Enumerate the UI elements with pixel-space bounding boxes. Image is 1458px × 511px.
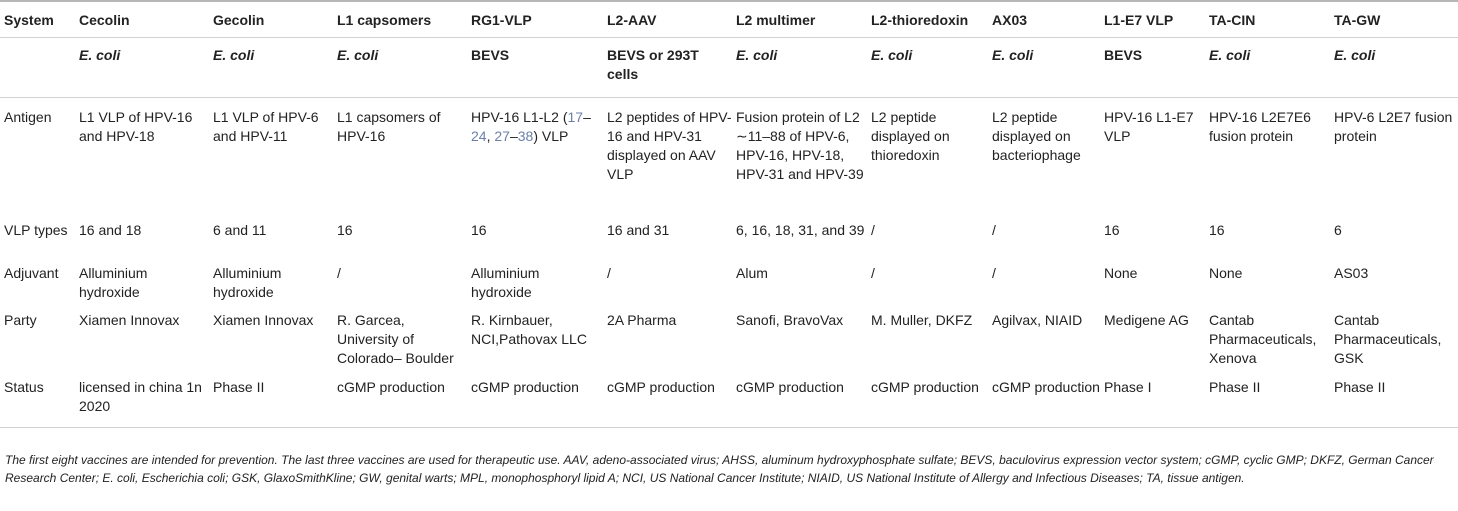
table-cell: None — [1104, 265, 1138, 281]
table-cell: Sanofi, BravoVax — [736, 312, 844, 328]
table-cell: 16 — [1104, 222, 1120, 238]
table-cell: HPV-16 L2E7E6 fusion protein — [1209, 108, 1311, 144]
table-cell: Xiamen Innovax — [213, 312, 314, 328]
table-row — [0, 97, 1458, 215]
table-cell: Medigene AG — [1104, 312, 1189, 328]
column-header: L1-E7 VLP — [1100, 1, 1205, 37]
table-cell: Agilvax, NIAID — [992, 312, 1083, 328]
column-header: L2-AAV — [603, 1, 732, 37]
table-footnote: The first eight vaccines are intended for prevention. The last three vaccines are used for therapeutic use. AAV, adeno-associated virus; AHSS, aluminum hydroxyphosphate sulfate; BEVS, baculovirus expression vector system; cGMP, cyclic GMP; DKFZ, German Cancer Research Center; E. coli, Escherichia coli; GSK, GlaxoSmithKline; GW, genital warts; MPL, monophosphoryl lipid A; NCI, US National Cancer Institute; NIAID, US National Institute of Allergy and Infectious Diseases; TA, tissue antigen. — [5, 453, 1434, 485]
expression-cell: E. coli — [333, 37, 467, 97]
expression-cell — [0, 37, 75, 97]
table-cell: / — [607, 265, 611, 281]
column-header: L1 capsomers — [333, 1, 467, 37]
row-label: VLP types — [4, 222, 68, 238]
table-cell: 16 — [337, 222, 353, 238]
table-row — [0, 215, 1458, 260]
column-header: Gecolin — [209, 1, 333, 37]
expression-cell: E. coli — [867, 37, 988, 97]
column-header: L2 multimer — [732, 1, 867, 37]
table-cell: Alluminium hydroxide — [471, 265, 540, 300]
expression-cell: BEVS or 293T cells — [603, 37, 732, 97]
table-cell: Phase II — [1330, 377, 1458, 427]
column-header: System — [0, 1, 75, 37]
table-cell: Alluminium hydroxide — [213, 265, 282, 300]
table-cell: Alum — [736, 265, 768, 281]
table-cell: HPV-16 L1-L2 (17–24, 27–38) VLP — [471, 108, 591, 144]
table-cell: HPV-6 L2E7 fusion protein — [1334, 108, 1453, 144]
expression-cell: E. coli — [75, 37, 209, 97]
table-cell: licensed in china 1n 2020 — [75, 377, 209, 427]
table-cell: M. Muller, DKFZ — [871, 312, 973, 328]
table-cell: cGMP production — [732, 377, 867, 427]
table-cell: L2 peptides of HPV-16 and HPV-31 displayed on AAV VLP — [607, 108, 732, 182]
expression-system-row — [0, 37, 1458, 97]
table-cell: R. Garcea, University of Colorado– Boulder — [337, 312, 454, 366]
table-cell: L2 peptide displayed on bacteriophage — [992, 108, 1081, 163]
expression-cell: E. coli — [732, 37, 867, 97]
table-cell: / — [871, 265, 875, 281]
reference-link[interactable]: 38 — [517, 127, 534, 144]
column-header: L2-thioredoxin — [867, 1, 988, 37]
table-cell: 6 and 11 — [213, 222, 267, 238]
table-cell: L1 VLP of HPV-16 and HPV-18 — [79, 108, 193, 144]
table-cell: cGMP production — [867, 377, 988, 427]
table-row — [0, 377, 1458, 427]
table-cell: AS03 — [1334, 265, 1369, 281]
table-cell: 16 — [471, 222, 487, 238]
reference-link[interactable]: 17 — [567, 108, 584, 125]
table-cell: cGMP production — [988, 377, 1100, 427]
table-cell: cGMP production — [467, 377, 603, 427]
expression-cell: E. coli — [1205, 37, 1330, 97]
table-cell: Xiamen Innovax — [79, 312, 180, 328]
table-cell: Alluminium hydroxide — [79, 265, 148, 300]
expression-cell: BEVS — [467, 37, 603, 97]
table-cell: L1 VLP of HPV-6 and HPV-11 — [213, 108, 319, 144]
table-cell: R. Kirnbauer, NCI,Pathovax LLC — [471, 312, 587, 347]
table-cell: cGMP production — [333, 377, 467, 427]
table-cell: HPV-16 L1-E7 VLP — [1104, 108, 1194, 144]
table-cell: 6, 16, 18, 31, and 39 — [736, 222, 865, 238]
table-cell: L2 peptide displayed on thioredoxin — [871, 108, 950, 163]
header-row — [0, 1, 1458, 37]
expression-cell: E. coli — [988, 37, 1100, 97]
expression-cell: BEVS — [1100, 37, 1205, 97]
table-cell: Phase II — [1205, 377, 1330, 427]
table-cell: Phase II — [209, 377, 333, 427]
table-cell: 16 and 31 — [607, 222, 670, 238]
table-cell: Phase I — [1100, 377, 1205, 427]
row-label: Antigen — [4, 108, 52, 125]
table-cell: None — [1209, 265, 1243, 281]
column-header: Cecolin — [75, 1, 209, 37]
row-label: Adjuvant — [4, 265, 59, 281]
table-row — [0, 309, 1458, 377]
column-header: RG1-VLP — [467, 1, 603, 37]
reference-link[interactable]: 24 — [471, 127, 487, 144]
row-label: Status — [0, 377, 75, 427]
column-header: AX03 — [988, 1, 1100, 37]
table-cell: L1 capsomers of HPV-16 — [337, 108, 441, 144]
table-cell: cGMP production — [603, 377, 732, 427]
column-header: TA-CIN — [1205, 1, 1330, 37]
table-cell: / — [871, 222, 875, 238]
table-cell: Cantab Pharmaceuticals, Xenova — [1209, 312, 1317, 366]
table-cell: / — [992, 265, 996, 281]
table-cell: 2A Pharma — [607, 312, 677, 328]
expression-cell: E. coli — [1330, 37, 1458, 97]
table-cell: 6 — [1334, 222, 1342, 238]
column-header: TA-GW — [1330, 1, 1458, 37]
table-cell: Fusion protein of L2 ∼11–88 of HPV-6, HPV-16, HPV-18, HPV-31 and HPV-39 — [736, 108, 864, 182]
row-label: Party — [4, 312, 37, 328]
table-cell: Cantab Pharmaceuticals, GSK — [1334, 312, 1442, 366]
table-row — [0, 260, 1458, 309]
table-cell: / — [337, 265, 341, 281]
expression-cell: E. coli — [209, 37, 333, 97]
table-cell: / — [992, 222, 996, 238]
table-cell: 16 and 18 — [79, 222, 142, 238]
reference-link[interactable]: 27 — [494, 127, 510, 144]
table-cell: 16 — [1209, 222, 1225, 238]
